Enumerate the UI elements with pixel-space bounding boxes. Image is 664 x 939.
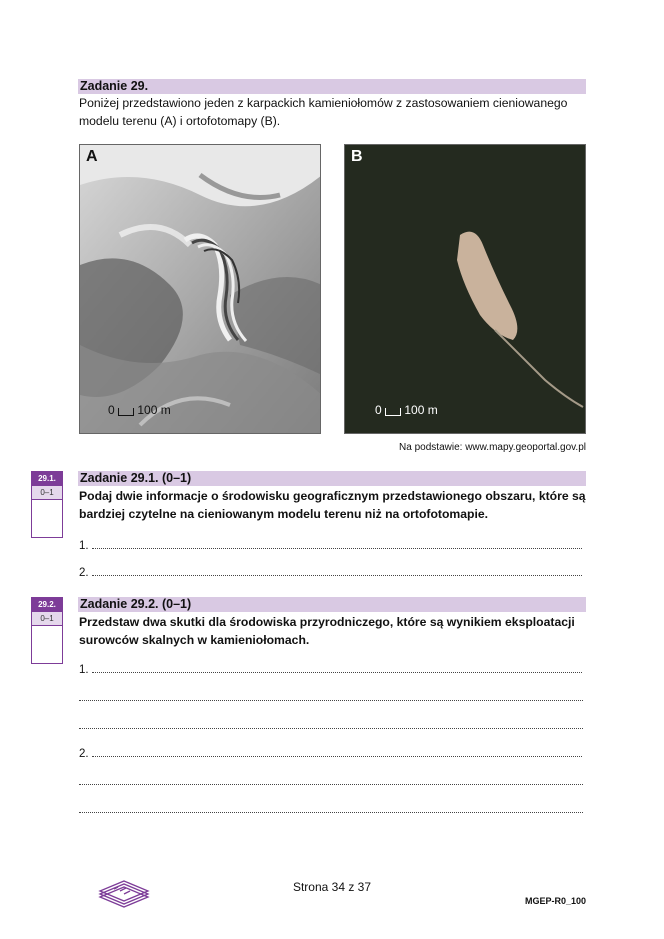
scale-value: 100 m xyxy=(137,403,171,417)
answer-number: 1. xyxy=(79,664,89,676)
scale-bar xyxy=(118,408,134,416)
task-29-intro: Poniżej przedstawiono jeden z karpackich kamieniołomów z zastosowaniem cieniowanego modelu terenu (A) i ortofotomapy (B). xyxy=(79,96,568,128)
exam-code: MGEP-R0_100 xyxy=(524,896,586,906)
scale-zero: 0 xyxy=(375,403,382,417)
task-29-title: Zadanie 29. xyxy=(80,79,149,93)
answer-line-29-2-2c[interactable] xyxy=(79,802,585,817)
score-box-number: 29.1. xyxy=(32,472,62,486)
scale-zero: 0 xyxy=(108,403,115,417)
page-number: Strona 34 z 37 xyxy=(292,880,372,894)
orthophoto-image xyxy=(345,145,586,434)
answer-number: 1. xyxy=(79,540,89,552)
answer-line-29-2-1c[interactable] xyxy=(79,718,585,733)
score-box-points: 0–1 xyxy=(32,486,62,500)
answer-line-29-1-1[interactable] xyxy=(79,538,585,553)
answer-line-29-2-1[interactable] xyxy=(79,662,585,677)
answer-line-29-2-1b[interactable] xyxy=(79,690,585,705)
task-29-2-title: Zadanie 29.2. (0–1) xyxy=(80,597,192,611)
answer-number: 2. xyxy=(79,748,89,760)
figure-b-scale xyxy=(375,403,438,417)
answer-line-29-1-2[interactable] xyxy=(79,565,585,580)
shaded-relief-image xyxy=(80,145,321,434)
task-29-2-header xyxy=(78,597,586,612)
figure-source: Na podstawie: www.mapy.geoportal.gov.pl xyxy=(399,442,586,453)
task-29-1-question: Podaj dwie informacje o środowisku geograficznym przedstawionego obszaru, które są bardziej czytelne na cieniowanym modelu terenu niż na ortofotomapie. xyxy=(79,489,586,521)
score-box-number: 29.2. xyxy=(32,598,62,612)
scale-bar xyxy=(385,408,401,416)
task-29-header xyxy=(78,79,586,94)
figure-a-shaded-relief xyxy=(79,144,321,434)
figure-a-label: A xyxy=(86,148,98,165)
figure-b-orthophoto xyxy=(344,144,586,434)
answer-line-29-2-2b[interactable] xyxy=(79,774,585,789)
answer-line-29-2-2[interactable] xyxy=(79,746,585,761)
score-box-points: 0–1 xyxy=(32,612,62,626)
score-box-29-2 xyxy=(31,597,63,664)
task-29-1-header xyxy=(78,471,586,486)
figure-b-label: B xyxy=(351,148,363,165)
answer-number: 2. xyxy=(79,567,89,579)
task-29-1-title: Zadanie 29.1. (0–1) xyxy=(80,471,192,485)
task-29-2-question: Przedstaw dwa skutki dla środowiska przyrodniczego, które są wynikiem eksploatacji surowców skalnych w kamieniołomach. xyxy=(79,615,575,647)
figure-a-scale xyxy=(108,403,171,417)
scale-value: 100 m xyxy=(404,403,438,417)
score-box-29-1 xyxy=(31,471,63,538)
